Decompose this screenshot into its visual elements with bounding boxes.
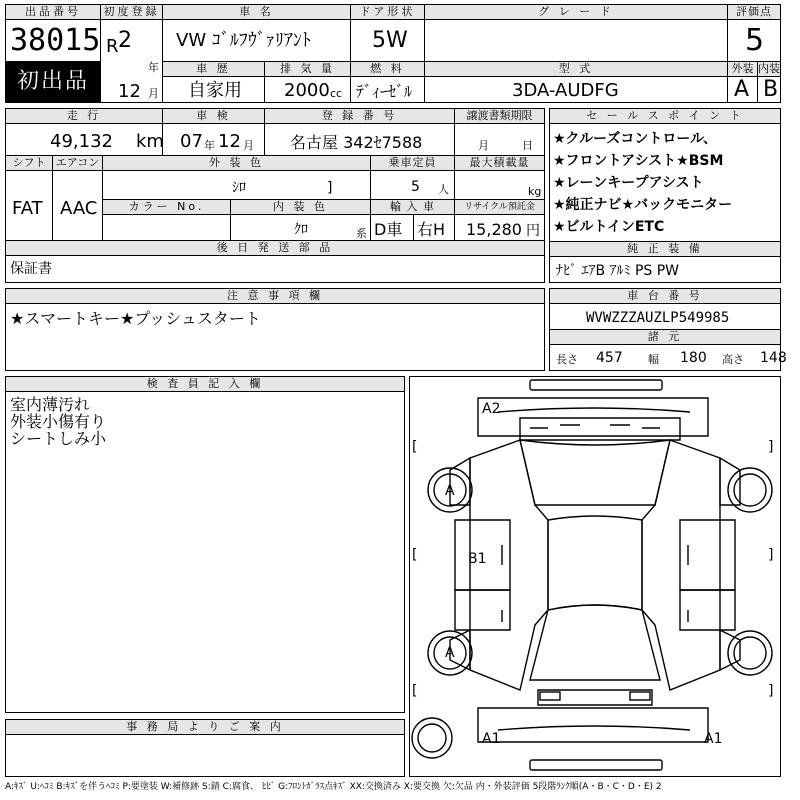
diagram-bracket: [ bbox=[412, 439, 418, 455]
era-year: 2 bbox=[118, 28, 132, 53]
equipment-label: 純 正 装 備 bbox=[550, 242, 780, 257]
sales-point-item: ★レーンキープアシスト bbox=[553, 175, 704, 191]
sales-point-item: ★ビルトインETC bbox=[553, 219, 665, 235]
exterior-grade-label: 外装 bbox=[728, 62, 757, 77]
shift-label: シフト bbox=[6, 156, 52, 171]
diagram-bracket: [ bbox=[412, 683, 418, 699]
length-label: 長さ bbox=[556, 353, 578, 366]
year-unit: 年 bbox=[148, 61, 159, 74]
damage-mark: A2 bbox=[482, 401, 501, 417]
transfer-month-unit: 月 bbox=[478, 139, 489, 152]
interior-grade-label: 内装 bbox=[758, 62, 780, 75]
era: R bbox=[106, 36, 119, 57]
recycle-unit: 円 bbox=[526, 223, 540, 239]
inspection-label: 車 検 bbox=[163, 109, 264, 124]
inspector-line: シートしみ小 bbox=[10, 429, 107, 448]
displacement-unit: cc bbox=[330, 87, 343, 100]
capacity: 5 bbox=[411, 179, 420, 195]
diagram-bracket: ] bbox=[768, 547, 774, 563]
int-color-unit: 系 bbox=[356, 227, 367, 240]
shift: FAT bbox=[12, 198, 43, 219]
fuel-label: 燃 料 bbox=[351, 62, 424, 77]
legend: A:ｷｽﾞ U:ﾍｺﾐ B:ｷｽﾞを伴うﾍｺﾐ P:要塗装 W:補修跡 S:錆 C:腐食、 ﾋﾋﾞ G:ﾌﾛﾝﾄｶﾞﾗｽ点ｷｽﾞ XX:交換済み X:要交換 欠:欠品 内・外装評価 5段階ﾗﾝｸ順(A・B・C・D・E) 2 bbox=[5, 782, 662, 792]
inspector-label: 検 査 員 記 入 欄 bbox=[6, 377, 404, 392]
mileage-label: 走 行 bbox=[6, 109, 162, 124]
model-label: 型 式 bbox=[425, 62, 727, 77]
width: 180 bbox=[680, 350, 707, 366]
transfer-deadline-label: 譲渡書類期限 bbox=[455, 109, 544, 124]
fuel: ﾃﾞｨｰｾﾞﾙ bbox=[356, 82, 413, 101]
diagram-bracket: ] bbox=[768, 439, 774, 455]
inspection-year-unit: 年 bbox=[204, 139, 215, 152]
history: 自家用 bbox=[188, 80, 242, 101]
chassis-number: WVWZZZAUZLP549985 bbox=[586, 310, 730, 326]
damage-mark: B1 bbox=[468, 551, 487, 567]
reg-no: 名古屋 342ｾ7588 bbox=[290, 133, 423, 152]
mileage: 49,132 bbox=[50, 131, 113, 152]
steering: 右H bbox=[417, 220, 446, 239]
sales-point-item: ★フロントアシスト★BSM bbox=[553, 153, 724, 169]
interior-grade: B bbox=[763, 77, 779, 102]
int-color-label: 内 装 色 bbox=[231, 200, 370, 215]
model-code: 3DA-AUDFG bbox=[512, 80, 619, 101]
recycle-label: リサイクル預託金 bbox=[455, 200, 544, 215]
inspection-month: 12 bbox=[218, 131, 241, 152]
score: 5 bbox=[745, 23, 765, 58]
equipment: ﾅﾋﾞ ｴｱB ｱﾙﾐ PS PW bbox=[556, 263, 680, 279]
door-type: 5W bbox=[372, 28, 408, 53]
inspector-line: 外装小傷有り bbox=[10, 412, 107, 431]
notes: ★スマートキー★プッシュスタート bbox=[10, 309, 261, 328]
recycle-fee: 15,280 bbox=[466, 220, 522, 239]
ext-color: ｼﾛ bbox=[232, 180, 246, 196]
max-load-unit: kg bbox=[528, 185, 542, 198]
door-label: ドア形状 bbox=[351, 5, 424, 20]
month-unit: 月 bbox=[148, 87, 159, 100]
ext-color-label: 外 装 色 bbox=[103, 156, 370, 171]
score-label: 評価点 bbox=[728, 5, 780, 20]
mileage-unit: km bbox=[136, 131, 164, 152]
width-label: 幅 bbox=[648, 353, 659, 366]
displacement: 2000 bbox=[284, 80, 330, 101]
damage-mark: A1 bbox=[482, 731, 501, 747]
int-color: ｸﾛ bbox=[294, 222, 308, 238]
reg-no-label: 登 録 番 号 bbox=[265, 109, 454, 124]
notes-label: 注 意 事 項 欄 bbox=[6, 289, 544, 304]
import-dealer: D車 bbox=[374, 220, 403, 239]
capacity-label: 乗車定員 bbox=[371, 156, 454, 171]
import-label: 輸 入 車 bbox=[371, 200, 454, 215]
car-name: VW ｺﾞﾙﾌｳﾞｧﾘｱﾝﾄ bbox=[176, 30, 311, 51]
lot-number-label: 出品番号 bbox=[6, 5, 100, 20]
first-reg-label: 初度登録 bbox=[101, 5, 162, 20]
capacity-unit: 人 bbox=[438, 183, 449, 196]
inspection-year: 07 bbox=[180, 131, 203, 152]
damage-mark: A1 bbox=[704, 731, 723, 747]
sales-point-item: ★クルーズコントロール、 bbox=[553, 131, 718, 147]
grade-label: グ レ ー ド bbox=[425, 5, 727, 20]
diagram-bracket: ] bbox=[768, 683, 774, 699]
history-label: 車 歴 bbox=[163, 62, 264, 77]
height-label: 高さ bbox=[722, 353, 744, 366]
length: 457 bbox=[596, 350, 623, 366]
car-name-label: 車 名 bbox=[163, 5, 350, 20]
max-load-label: 最大積載量 bbox=[455, 156, 544, 171]
sales-point-item: ★純正ナビ★バックモニター bbox=[553, 197, 733, 213]
later-parts-label: 後 日 発 送 部 品 bbox=[6, 241, 544, 256]
ext-color-bracket: ] bbox=[327, 180, 333, 196]
transfer-day-unit: 日 bbox=[522, 139, 533, 152]
inspection-month-unit: 月 bbox=[243, 139, 254, 152]
diagram-bracket: [ bbox=[412, 547, 418, 563]
first-listing-badge: 初出品 bbox=[6, 62, 100, 102]
first-reg-month: 12 bbox=[118, 81, 141, 102]
color-no-label: カラー No. bbox=[103, 200, 230, 215]
later-parts: 保証書 bbox=[10, 261, 52, 277]
damage-mark: A bbox=[445, 483, 455, 499]
damage-mark: A bbox=[445, 645, 455, 661]
office-label: 事 務 局 よ り ご 案 内 bbox=[6, 720, 404, 735]
lot-number: 38015 bbox=[10, 23, 101, 58]
height: 148 bbox=[760, 350, 787, 366]
exterior-grade: A bbox=[734, 77, 750, 102]
chassis-label: 車 台 番 号 bbox=[550, 289, 780, 304]
displacement-label: 排 気 量 bbox=[265, 62, 350, 77]
ac: AAC bbox=[60, 198, 98, 219]
sales-points-label: セ ー ル ス ポ イ ン ト bbox=[550, 109, 780, 124]
ac-label: エアコン bbox=[53, 156, 102, 171]
dims-label: 諸 元 bbox=[550, 330, 780, 345]
inspector-line: 室内薄汚れ bbox=[10, 395, 91, 414]
